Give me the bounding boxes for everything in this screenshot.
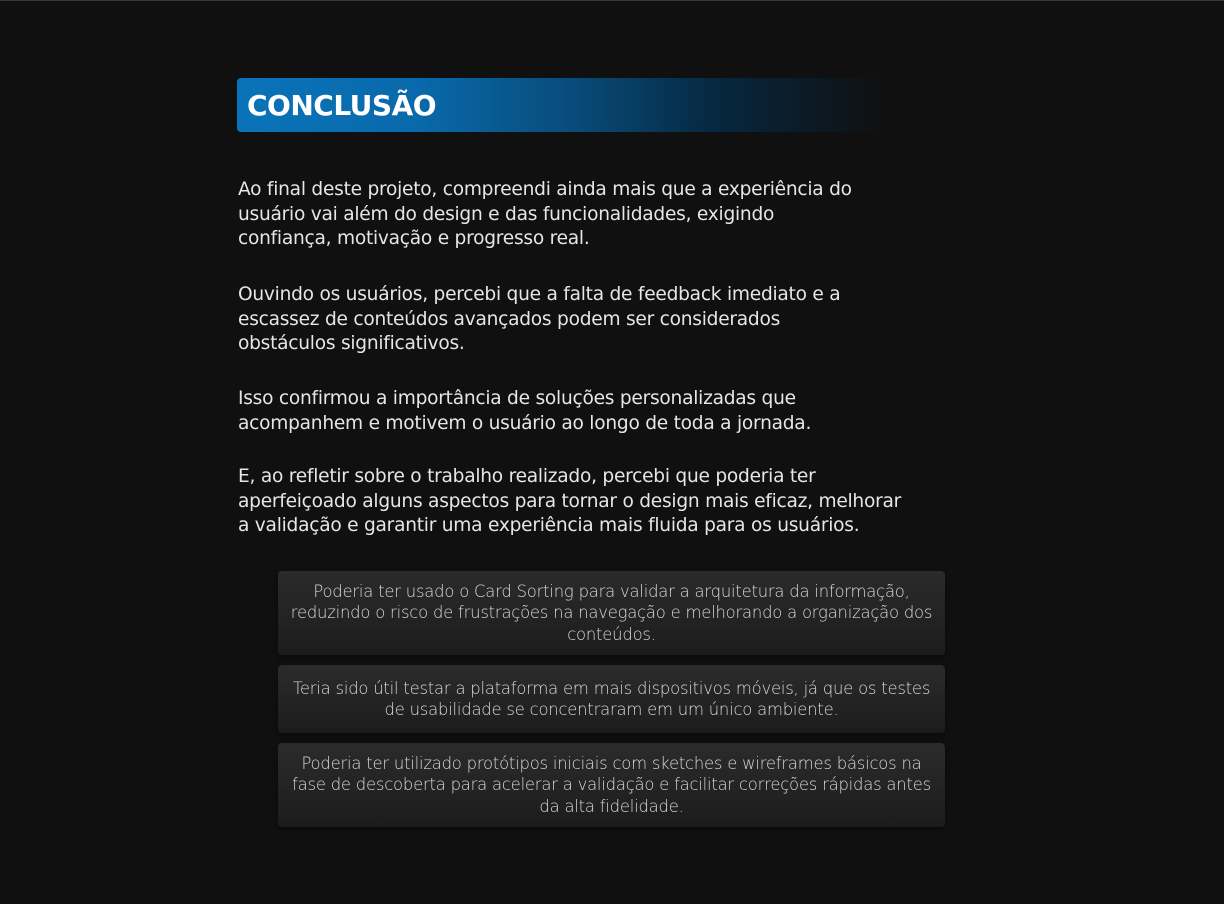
page-title: CONCLUSÃO	[247, 88, 437, 122]
improvement-card-text: Poderia ter usado o Card Sorting para validar a arquitetura da informação, reduzindo o risco de frustrações na navegação e melhorando a organização dos conteúdos.	[290, 582, 933, 644]
paragraph-conclusion-intro: Ao final deste projeto, compreendi ainda mais que a experiência do usuário vai além do design e das funcionalidades, exigindo confiança, motivação e progresso real.	[238, 179, 852, 249]
top-divider	[0, 0, 1224, 1]
improvement-card-text: Poderia ter utilizado protótipos iniciais com sketches e wireframes básicos na fase de descoberta para acelerar a validação e facilitar correções rápidas antes da alta fidelidade.	[292, 754, 931, 816]
improvement-card-mobile-testing	[278, 665, 945, 733]
paragraph-reflection: E, ao refletir sobre o trabalho realizado, percebi que poderia ter aperfeiçoado alguns aspectos para tornar o design mais eficaz, melhorar a validação e garantir uma experiência mais fluida para os usuários.	[238, 466, 902, 536]
improvement-card-text: Teria sido útil testar a plataforma em mais dispositivos móveis, já que os testes de usabilidade se concentraram em um único ambiente.	[292, 678, 931, 719]
paragraph-user-feedback: Ouvindo os usuários, percebi que a falta de feedback imediato e a escassez de conteúdos avançados podem ser considerados obstáculos significativos.	[238, 284, 841, 354]
section-title-banner	[237, 78, 885, 132]
improvement-card-prototypes	[278, 743, 945, 827]
paragraph-personalized-solutions: Isso confirmou a importância de soluções personalizadas que acompanhem e motivem o usuário ao longo de toda a jornada.	[238, 388, 812, 434]
improvement-card-card-sorting	[278, 571, 945, 655]
